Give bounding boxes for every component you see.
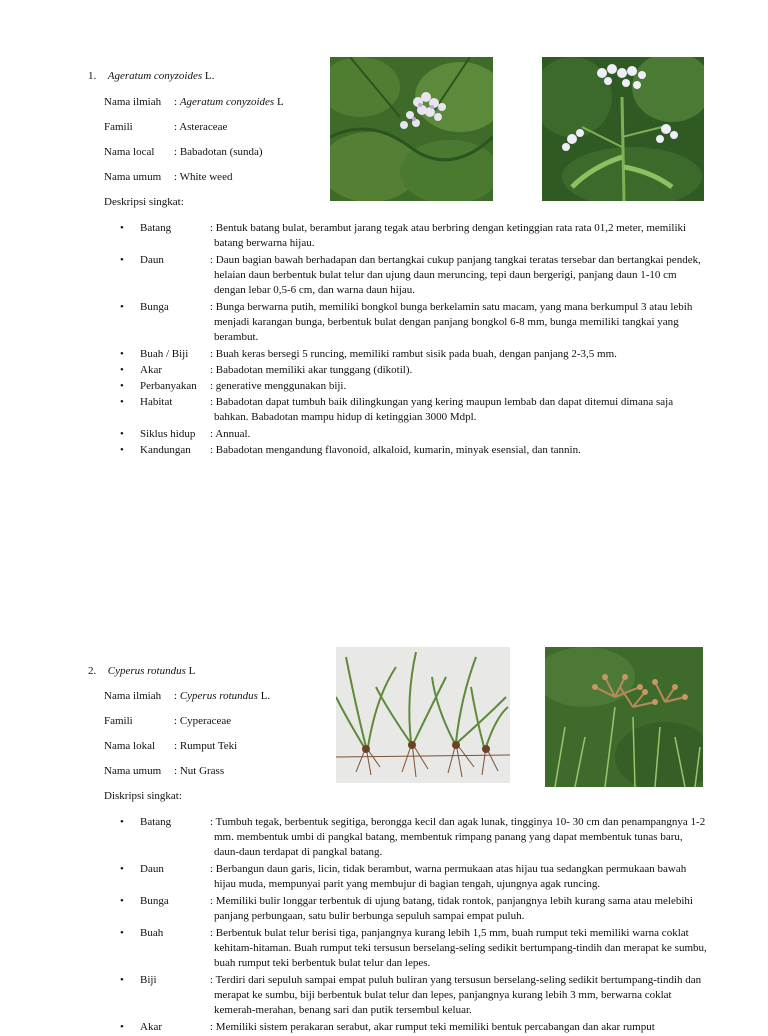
plant1-description-heading: Deskripsi singkat: [104,196,184,208]
plant1-row-scientific-name: Nama ilmiah : Ageratum conyzoides L [104,96,284,108]
plant1-heading: 1. Ageratum conyzoides L. [88,70,215,82]
plant1-photo-flower-closeup [330,57,493,201]
list-item: • Biji : Terdiri dari sepuluh sampai empat puluh buliran yang tersusun berselang-seling sedikit bertumpang-tindih dan merapat ke sumbu, biji berbentuk bulat telur dan lepes, panjangnya kurang lebih 3 mm, berwarna coklat kemerah-merahan, benang sari dan putik tersembul keluar. [120,974,702,1016]
list-item: • Daun : Daun bagian bawah berhadapan dan bertangkai cukup panjang tangkai teratas tersebar dan bertangkai pendek, helaian daun berbentuk bulat telur dan ujung daun meruncing, tepi daun bergerigi, panjang daun 1-10 cm dengan lebar 0,5-6 cm, dan warna daun hijau. [120,254,701,296]
list-item: • Batang : Bentuk batang bulat, berambut jarang tegak atau berbring dengan ketinggian rata rata 01,2 meter, memiliki batang berwarna hijau. [120,222,687,249]
list-item: • Siklus hidup : Annual. [120,428,251,440]
list-item: • Habitat : Babadotan dapat tumbuh baik dilingkungan yang kering maupun lembab dan dapat ditemui dimana saja bahkan. Babadotan mampu hidup di ketinggian 3000 Mdpl. [120,396,674,423]
list-item: • Perbanyakan : generative menggunakan biji. [120,380,347,392]
plant2-row-local-name: Nama lokal : Rumput Teki [104,740,238,752]
plant2-description-list [120,815,710,1036]
list-item: • Akar : Babadotan memiliki akar tunggang (dikotil). [120,364,413,376]
plant2-row-scientific-name: Nama ilmiah : Cyperus rotundus L. [104,690,271,702]
list-item: • Akar : Memiliki sistem perakaran serabut, akar rumput teki memiliki bentuk percabangan dan akar rumput [120,1021,655,1033]
list-item: • Buah : Berbentuk bulat telur berisi tiga, panjangnya kurang lebih 1,5 mm, buah rumput teki memiliki warna coklat kehitam-hitaman. Buah rumput teki tersusun berselang-seling sedikit bertumpang-tindih dan merapat ke sumbu, buah rumput teki berbentuk bulat telur dan lepes. [120,927,707,969]
plant1-description-list [120,221,710,459]
list-item: • Bunga : Memiliki bulir longgar terbentuk di ujung batang, tidak rontok, panjangnya lebih kurang sama atau melebihi panjang perbungaan, satu bulir berbunga sepuluh sampai empat puluh. [120,895,693,922]
plant2-title-scientific: Cyperus rotundus [107,665,186,677]
plant2-photo-uprooted-plants [336,647,510,783]
plant1-photo-plant [542,57,704,201]
plant2-photo-flowering-sedge [545,647,703,787]
plant1-row-local-name: Nama local : Babadotan (sunda) [104,146,263,158]
list-item: • Buah / Biji : Buah keras bersegi 5 runcing, memiliki rambut sisik pada buah, dengan panjang 2-3,5 mm. [120,348,617,360]
list-item: • Batang : Tumbuh tegak, berbentuk segitiga, berongga kecil dan agak lunak, tingginya 10- 30 cm dan penampangnya 1-2 mm. membentuk umbi di pangkal batang, membentuk rimpang panang yang dapat membentuk tunas baru, daun-daun terdapat di pangkal batang. [120,816,706,858]
list-item: • Kandungan : Babadotan mengandung flavonoid, alkaloid, kumarin, minyak esensial, dan tannin. [120,444,581,456]
plant1-title-scientific: Ageratum conyzoides [107,70,203,82]
plant2-row-common-name: Nama umum : Nut Grass [104,765,225,777]
plant2-row-family: Famili : Cyperaceae [104,715,232,727]
plant2-heading: 2. Cyperus rotundus L [88,665,196,677]
list-item: • Daun : Berbangun daun garis, licin, tidak berambut, warna permukaan atas hijau tua sedangkan permukaan bawah hijau muda, mempunyai parit yang membujur di bagian tengah, ujungnya agak runcing. [120,863,687,890]
plant1-row-common-name: Nama umum : White weed [104,171,233,183]
plant2-description-heading: Diskripsi singkat: [104,790,182,802]
plant1-row-family: Famili : Asteraceae [104,121,228,133]
list-item: • Bunga : Bunga berwarna putih, memiliki bongkol bunga berkelamin satu macam, yang mana berkumpul 3 atau lebih menjadi karangan bunga, berbentuk bulat dengan panjang bongkol 6-8 mm, bunga memiliki tangkai yang berambut. [120,301,693,343]
